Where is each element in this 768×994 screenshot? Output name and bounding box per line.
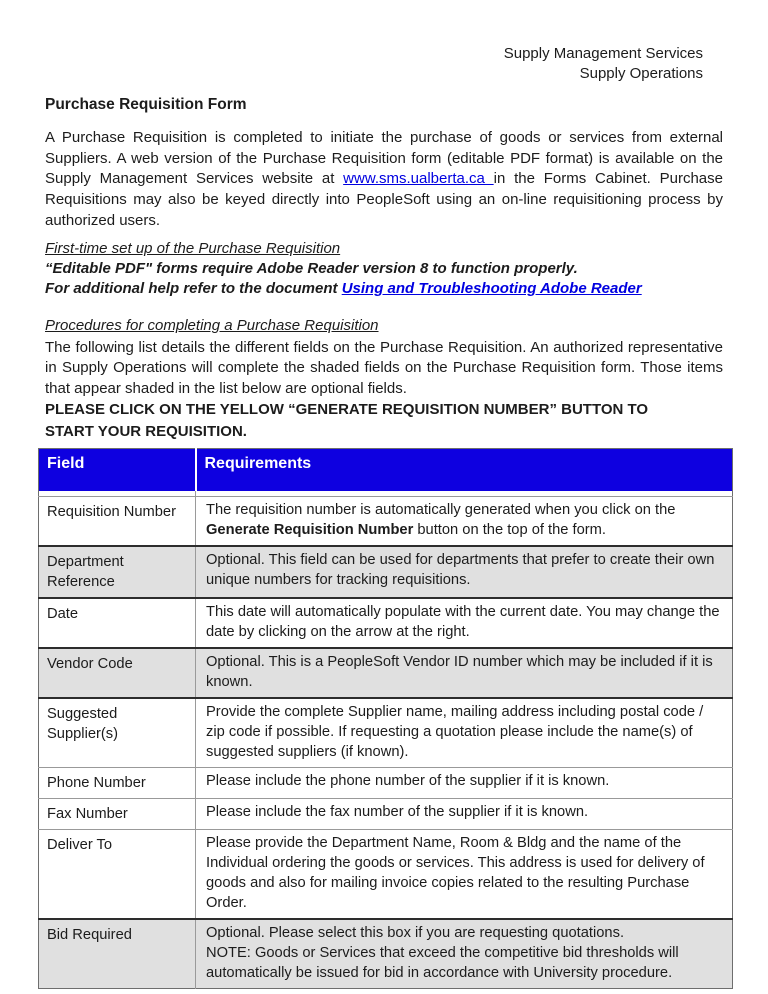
field-cell: Vendor Code	[39, 648, 196, 698]
field-column-header: Field	[39, 449, 196, 492]
table-row	[39, 497, 733, 547]
field-table	[38, 448, 733, 989]
text-segment: This date will automatically populate with the current date. You may change the date by clicking on the arrow at the right.	[206, 604, 720, 640]
field-cell: Date	[39, 598, 196, 648]
requirements-cell	[196, 546, 733, 598]
requirements-cell	[196, 799, 733, 830]
field-cell: Bid Required	[39, 919, 196, 989]
text-segment: button on the top of the form.	[413, 522, 606, 538]
requirements-cell	[196, 698, 733, 768]
field-cell: Deliver To	[39, 830, 196, 920]
text-segment: in the Forms Cabinet. Purchase Requisitions may also be keyed directly into PeopleSoft using an on-line requisitioning process by authorized users.	[45, 170, 723, 229]
table-row	[39, 648, 733, 698]
inline-link[interactable]: Using and Troubleshooting Adobe Reader	[341, 280, 642, 297]
field-cell: Department Reference	[39, 546, 196, 598]
field-cell: Phone Number	[39, 768, 196, 799]
adobe-reader-note: “Editable PDF" forms require Adobe Reader version 8 to function properly.	[45, 260, 578, 277]
text-segment: Generate Requisition Number	[206, 522, 414, 538]
field-cell: Suggested Supplier(s)	[39, 698, 196, 768]
text-segment: Please include the fax number of the supplier if it is known.	[206, 804, 589, 820]
additional-help-line	[45, 280, 642, 297]
field-table-container	[38, 448, 733, 989]
requirements-cell	[196, 497, 733, 547]
table-row	[39, 919, 733, 989]
field-cell: Fax Number	[39, 799, 196, 830]
text-segment: Optional. Please select this box if you are requesting quotations.	[206, 925, 625, 941]
text-segment: Please include the phone number of the supplier if it is known.	[206, 773, 610, 789]
inline-link[interactable]: www.sms.ualberta.ca	[343, 170, 494, 188]
requirements-cell	[196, 919, 733, 989]
table-header-row	[39, 449, 733, 492]
text-segment: Provide the complete Supplier name, mailing address including postal code / zip code if possible. If requesting a quotation please include the name(s) of suggested suppliers (if known).	[206, 704, 704, 760]
table-row	[39, 768, 733, 799]
requirements-cell	[196, 598, 733, 648]
page-title: Purchase Requisition Form	[45, 96, 247, 113]
text-segment: Optional. This is a PeopleSoft Vendor ID number which may be included if it is known.	[206, 654, 713, 690]
text-segment: NOTE: Goods or Services that exceed the competitive bid thresholds will automatically be issued for bid in accordance with University procedure.	[206, 945, 679, 981]
text-segment: For additional help refer to the document	[45, 280, 342, 297]
generate-button-notice: PLEASE CLICK ON THE YELLOW “GENERATE REQUISITION NUMBER” BUTTON TO START YOUR REQUISITION.	[45, 401, 649, 440]
intro-paragraph	[45, 128, 723, 232]
requirements-cell	[196, 768, 733, 799]
text-segment: Optional. This field can be used for departments that prefer to create their own unique numbers for tracking requisitions.	[206, 552, 715, 588]
header-org-line: Supply Management Services	[503, 45, 703, 62]
procedures-paragraph: The following list details the different fields on the Purchase Requisition. An authorized representative in Supply Operations will complete the shaded fields on the Purchase Requisition form. Those items that appear shaded in the list below are optional fields.	[45, 339, 723, 397]
requirements-column-header: Requirements	[196, 449, 733, 492]
text-segment: A Purchase Requisition is completed to initiate the purchase of goods or services from external Suppliers. A web version of the Purchase Requisition form (editable PDF format) is available on the Supply Management Services website at	[45, 129, 723, 188]
first-time-heading: First-time set up of the Purchase Requisition	[45, 240, 341, 257]
requirements-cell	[196, 648, 733, 698]
procedures-heading: Procedures for completing a Purchase Requisition	[45, 317, 379, 334]
table-row	[39, 546, 733, 598]
field-table-body	[39, 497, 733, 989]
table-row	[39, 830, 733, 920]
table-row	[39, 698, 733, 768]
header-dept-line: Supply Operations	[579, 64, 703, 82]
table-row	[39, 799, 733, 830]
text-segment: The requisition number is automatically generated when you click on the	[206, 502, 676, 518]
text-segment: Please provide the Department Name, Room & Bldg and the name of the Individual ordering the goods or services. This address is used for delivery of goods and also for mailing invoice copies related to the resulting Purchase Order.	[206, 835, 705, 911]
requirements-cell	[196, 830, 733, 920]
table-row	[39, 598, 733, 648]
page-header	[504, 44, 703, 83]
field-cell: Requisition Number	[39, 497, 196, 547]
